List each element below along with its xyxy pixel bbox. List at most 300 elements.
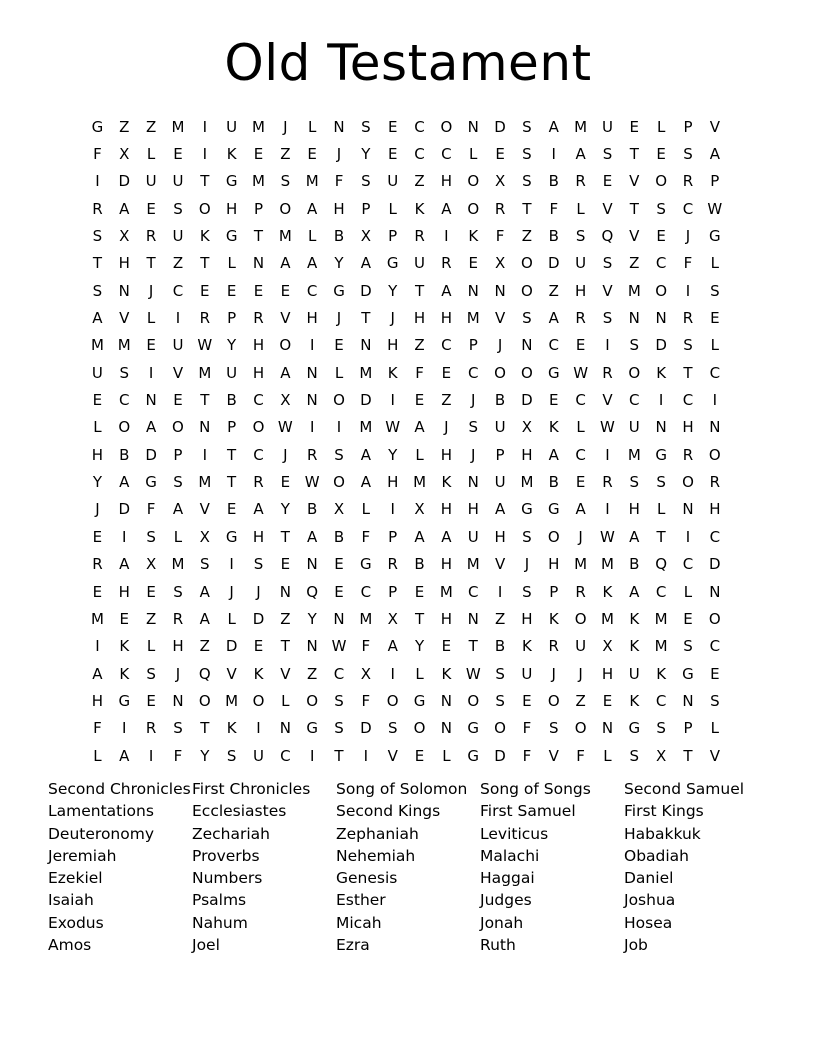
word-list-item: Leviticus [480,824,549,843]
grid-letter: S [173,719,183,738]
grid-letter: M [359,363,373,382]
grid-letter: Z [280,609,291,628]
grid-letter: H [574,281,587,300]
grid-letter: G [521,500,533,519]
word-list-item: Hosea [624,913,673,932]
grid-letter: Y [280,500,290,519]
grid-letter: C [575,391,586,410]
grid-letter: M [600,555,614,574]
grid-letter: E [602,691,613,710]
grid-letter: K [119,664,130,683]
grid-letter: N [521,336,533,355]
grid-letter: K [119,637,130,656]
grid-letter: U [601,117,613,136]
grid-letter: S [200,555,210,574]
grid-letter: E [414,746,425,765]
word-list-item: Esther [336,891,386,910]
grid-letter: G [91,117,104,136]
grid-letter: I [605,336,610,355]
grid-letter: F [415,363,424,382]
grid-letter: E [334,555,344,574]
grid-letter: I [229,555,234,574]
grid-letter: Z [145,117,157,136]
grid-letter: E [173,391,183,410]
grid-letter: F [522,746,532,765]
grid-letter: N [467,473,479,492]
word-list-item: Genesis [336,869,398,888]
grid-letter: T [200,172,210,191]
grid-letter: A [280,363,291,382]
grid-letter: A [92,309,103,328]
grid-letter: Z [307,664,318,683]
grid-letter: O [413,719,426,738]
grid-letter: I [95,637,100,656]
grid-letter: P [227,309,237,328]
grid-letter: E [710,309,720,328]
grid-letter: J [444,418,449,437]
grid-letter: X [494,172,506,191]
grid-letter: M [305,172,319,191]
grid-letter: B [548,172,559,191]
grid-letter: X [656,746,667,765]
grid-letter: H [682,418,694,437]
grid-letter: P [361,199,371,218]
grid-letter: A [307,254,318,273]
grid-letter: O [198,199,211,218]
grid-letter: R [414,227,425,246]
grid-letter: H [440,609,453,628]
grid-letter: G [118,691,131,710]
grid-letter: D [252,609,265,628]
grid-letter: J [95,500,100,519]
grid-letter: C [682,199,694,218]
grid-letter: O [521,254,533,273]
grid-letter: G [306,719,318,738]
grid-letter: N [655,418,667,437]
grid-letter: Q [198,664,211,683]
grid-letter: G [225,172,238,191]
grid-letter: U [145,172,157,191]
grid-letter: X [414,500,425,519]
grid-letter: C [360,582,372,601]
grid-letter: E [549,391,559,410]
grid-letter: S [226,746,237,765]
grid-letter: R [145,719,157,738]
grid-letter: N [682,500,694,519]
grid-letter: E [146,336,156,355]
grid-letter: S [656,719,666,738]
grid-letter: J [471,445,476,464]
grid-letter: A [548,309,559,328]
grid-letter: E [441,637,452,656]
page-title: Old Testament [224,34,592,92]
grid-letter: S [334,445,344,464]
grid-letter: H [628,500,640,519]
grid-letter: J [175,664,181,683]
grid-letter: L [146,309,156,328]
grid-letter: J [256,582,261,601]
grid-letter: M [439,582,453,601]
grid-letter: F [361,527,371,546]
grid-letter: E [414,391,425,410]
grid-letter: O [467,172,480,191]
grid-letter: D [521,391,533,410]
grid-letter: A [575,145,586,164]
grid-letter: N [279,582,291,601]
grid-letter: M [90,609,104,628]
grid-letter: O [172,418,184,437]
grid-letter: M [171,117,185,136]
grid-letter: A [119,555,130,574]
grid-letter: P [227,418,237,437]
grid-letter: R [306,445,318,464]
grid-letter: G [413,691,426,710]
grid-letter: N [306,637,318,656]
grid-letter: O [708,445,721,464]
grid-letter: S [495,664,505,683]
grid-letter: M [198,363,212,382]
grid-letter: U [226,363,238,382]
grid-letter: G [333,281,345,300]
grid-letter: J [283,117,288,136]
grid-letter: F [146,500,156,519]
grid-letter: O [306,691,319,710]
grid-letter: N [494,281,506,300]
grid-letter: B [226,391,237,410]
grid-letter: X [521,418,533,437]
grid-letter: S [602,145,613,164]
grid-letter: V [602,281,613,300]
grid-letter: I [148,746,154,765]
grid-letter: L [576,418,585,437]
grid-letter: H [413,309,426,328]
word-search-grid [84,113,728,769]
grid-letter: W [600,527,615,546]
grid-letter: E [495,145,505,164]
grid-letter: H [548,555,560,574]
grid-letter: B [333,527,345,546]
grid-letter: L [146,637,156,656]
grid-letter: N [199,418,211,437]
grid-letter: S [656,473,666,492]
grid-letter: U [414,254,426,273]
grid-letter: I [685,527,691,546]
grid-letter: A [119,199,130,218]
grid-letter: E [414,582,425,601]
grid-letter: S [602,309,613,328]
grid-letter: H [521,445,533,464]
grid-letter: W [600,418,615,437]
grid-letter: H [709,500,721,519]
grid-letter: C [414,145,425,164]
grid-letter: E [253,637,264,656]
grid-letter: S [173,582,183,601]
word-list-item: Job [624,936,648,955]
word-list-item: Song of Solomon [336,780,468,798]
grid-letter: B [494,637,506,656]
grid-letter: E [629,117,640,136]
grid-letter: S [173,199,183,218]
grid-letter: A [414,418,425,437]
grid-letter: G [225,227,238,246]
grid-letter: J [471,391,476,410]
grid-letter: Z [441,391,452,410]
grid-letter: K [656,664,667,683]
word-list-item: First Chronicles [192,780,311,798]
grid-letter: R [387,555,398,574]
grid-letter: P [468,336,478,355]
grid-letter: I [497,582,503,601]
grid-letter: M [198,473,212,492]
grid-letter: R [575,582,586,601]
grid-letter: T [414,281,425,300]
grid-letter: V [548,746,559,765]
grid-letter: L [710,719,719,738]
grid-letter: S [146,664,156,683]
grid-letter: T [227,473,237,492]
grid-letter: H [118,254,130,273]
grid-letter: O [333,473,345,492]
grid-letter: N [467,609,479,628]
grid-letter: T [280,637,290,656]
grid-letter: F [495,227,505,246]
grid-letter: R [602,363,613,382]
grid-letter: R [682,172,694,191]
grid-letter: G [547,500,560,519]
grid-letter: S [683,637,693,656]
word-list-item: Second Kings [336,802,441,821]
grid-letter: E [280,473,291,492]
grid-letter: L [361,500,371,519]
word-list-item: Second Chronicles [48,780,191,798]
word-list-item: Song of Songs [480,780,591,798]
grid-letter: P [388,582,398,601]
grid-letter: X [387,609,398,628]
grid-letter: A [360,473,371,492]
grid-letter: I [605,445,610,464]
grid-letter: Z [548,281,559,300]
grid-letter: A [199,609,210,628]
grid-letter: E [146,691,156,710]
grid-letter: Z [494,609,506,628]
grid-letter: A [441,527,452,546]
grid-letter: I [336,418,342,437]
grid-letter: I [712,391,718,410]
grid-letter: H [440,500,453,519]
grid-letter: S [602,254,613,273]
word-list [48,778,768,956]
grid-letter: U [172,227,184,246]
grid-letter: O [440,117,453,136]
grid-letter: H [440,555,453,574]
grid-letter: C [575,445,586,464]
grid-letter: E [334,582,344,601]
grid-letter: O [521,281,533,300]
grid-letter: B [494,391,506,410]
grid-letter: E [200,281,210,300]
grid-letter: E [92,582,103,601]
grid-letter: K [602,582,613,601]
grid-letter: E [334,336,344,355]
grid-letter: Z [145,609,157,628]
grid-letter: E [575,473,586,492]
grid-letter: L [710,336,719,355]
grid-letter: C [548,336,559,355]
grid-letter: I [658,391,664,410]
grid-letter: E [656,227,666,246]
grid-letter: I [122,719,127,738]
grid-letter: R [92,555,103,574]
grid-letter: Y [388,445,398,464]
grid-letter: C [682,555,694,574]
grid-letter: T [656,527,666,546]
grid-letter: Z [414,336,425,355]
grid-letter: O [118,418,131,437]
grid-letter: H [333,199,345,218]
grid-letter: N [360,336,372,355]
grid-letter: N [440,691,452,710]
grid-letter: B [307,500,318,519]
grid-letter: M [574,117,588,136]
grid-letter: O [467,691,480,710]
grid-letter: H [252,527,265,546]
grid-letter: U [628,664,640,683]
grid-letter: Q [601,227,614,246]
grid-letter: R [575,172,586,191]
word-list-item: Psalms [192,891,247,910]
grid-letter: N [440,719,452,738]
grid-letter: X [333,500,345,519]
grid-letter: N [306,555,318,574]
grid-letter: F [334,172,344,191]
grid-letter: M [252,117,265,136]
grid-letter: H [252,336,265,355]
grid-letter: T [146,254,156,273]
word-list-item: Malachi [480,846,540,865]
grid-letter: D [360,719,372,738]
grid-letter: V [172,363,184,382]
grid-letter: C [414,117,425,136]
grid-letter: F [576,746,585,765]
grid-letter: N [709,418,721,437]
grid-letter: L [469,145,478,164]
word-list-item: Zephaniah [336,824,419,843]
grid-letter: V [494,309,506,328]
grid-letter: X [199,527,210,546]
grid-letter: M [466,555,480,574]
grid-letter: Q [655,555,668,574]
grid-letter: P [710,172,720,191]
grid-letter: R [145,227,157,246]
grid-letter: M [466,309,480,328]
grid-letter: M [413,473,427,492]
grid-letter: I [309,418,315,437]
grid-letter: J [524,555,530,574]
word-list-item: First Samuel [480,802,576,821]
grid-letter: I [95,172,100,191]
grid-letter: S [253,555,264,574]
grid-letter: W [277,418,293,437]
grid-letter: L [227,254,236,273]
grid-letter: W [304,473,320,492]
grid-letter: S [522,582,532,601]
grid-letter: U [91,363,103,382]
grid-letter: A [441,281,452,300]
grid-letter: S [280,172,291,191]
word-list-item: Ruth [480,936,516,955]
grid-letter: G [467,746,480,765]
grid-letter: L [710,254,719,273]
grid-letter: A [307,199,318,218]
grid-letter: Z [575,691,586,710]
grid-letter: T [629,199,639,218]
grid-letter: L [442,746,451,765]
grid-letter: R [602,473,613,492]
grid-letter: K [522,637,532,656]
word-list-item: Exodus [48,913,104,932]
grid-letter: X [360,227,371,246]
grid-letter: J [148,281,154,300]
grid-letter: O [386,691,399,710]
grid-letter: N [145,391,157,410]
grid-letter: K [226,719,237,738]
grid-letter: E [387,145,398,164]
grid-letter: S [710,691,720,710]
grid-letter: U [172,172,184,191]
grid-letter: K [199,227,210,246]
grid-letter: Y [200,746,210,765]
grid-letter: F [549,199,559,218]
grid-letter: C [119,391,130,410]
grid-letter: D [655,336,667,355]
grid-letter: H [91,691,104,710]
grid-letter: H [440,309,453,328]
grid-letter: B [548,473,559,492]
grid-letter: N [279,719,291,738]
grid-letter: F [683,254,693,273]
grid-letter: A [92,664,103,683]
word-list-item: Joshua [624,891,676,910]
grid-letter: K [629,609,640,628]
grid-letter: C [709,637,721,656]
grid-letter: T [468,637,478,656]
grid-letter: J [229,582,234,601]
grid-letter: Y [414,637,425,656]
grid-letter: S [522,309,532,328]
grid-letter: A [575,500,586,519]
grid-letter: V [119,309,130,328]
grid-letter: U [521,664,533,683]
grid-letter: N [682,691,694,710]
grid-letter: A [307,527,318,546]
grid-letter: J [578,664,583,683]
grid-letter: D [494,746,506,765]
grid-letter: H [440,172,453,191]
grid-letter: M [574,555,588,574]
grid-letter: I [390,500,395,519]
grid-letter: E [226,281,237,300]
grid-letter: L [307,227,317,246]
grid-letter: L [656,117,666,136]
grid-letter: J [390,309,395,328]
grid-letter: T [334,746,344,765]
grid-letter: L [307,117,317,136]
grid-letter: U [494,473,506,492]
grid-letter: K [548,418,559,437]
grid-letter: I [256,719,261,738]
grid-letter: N [467,281,479,300]
grid-letter: V [494,555,506,574]
